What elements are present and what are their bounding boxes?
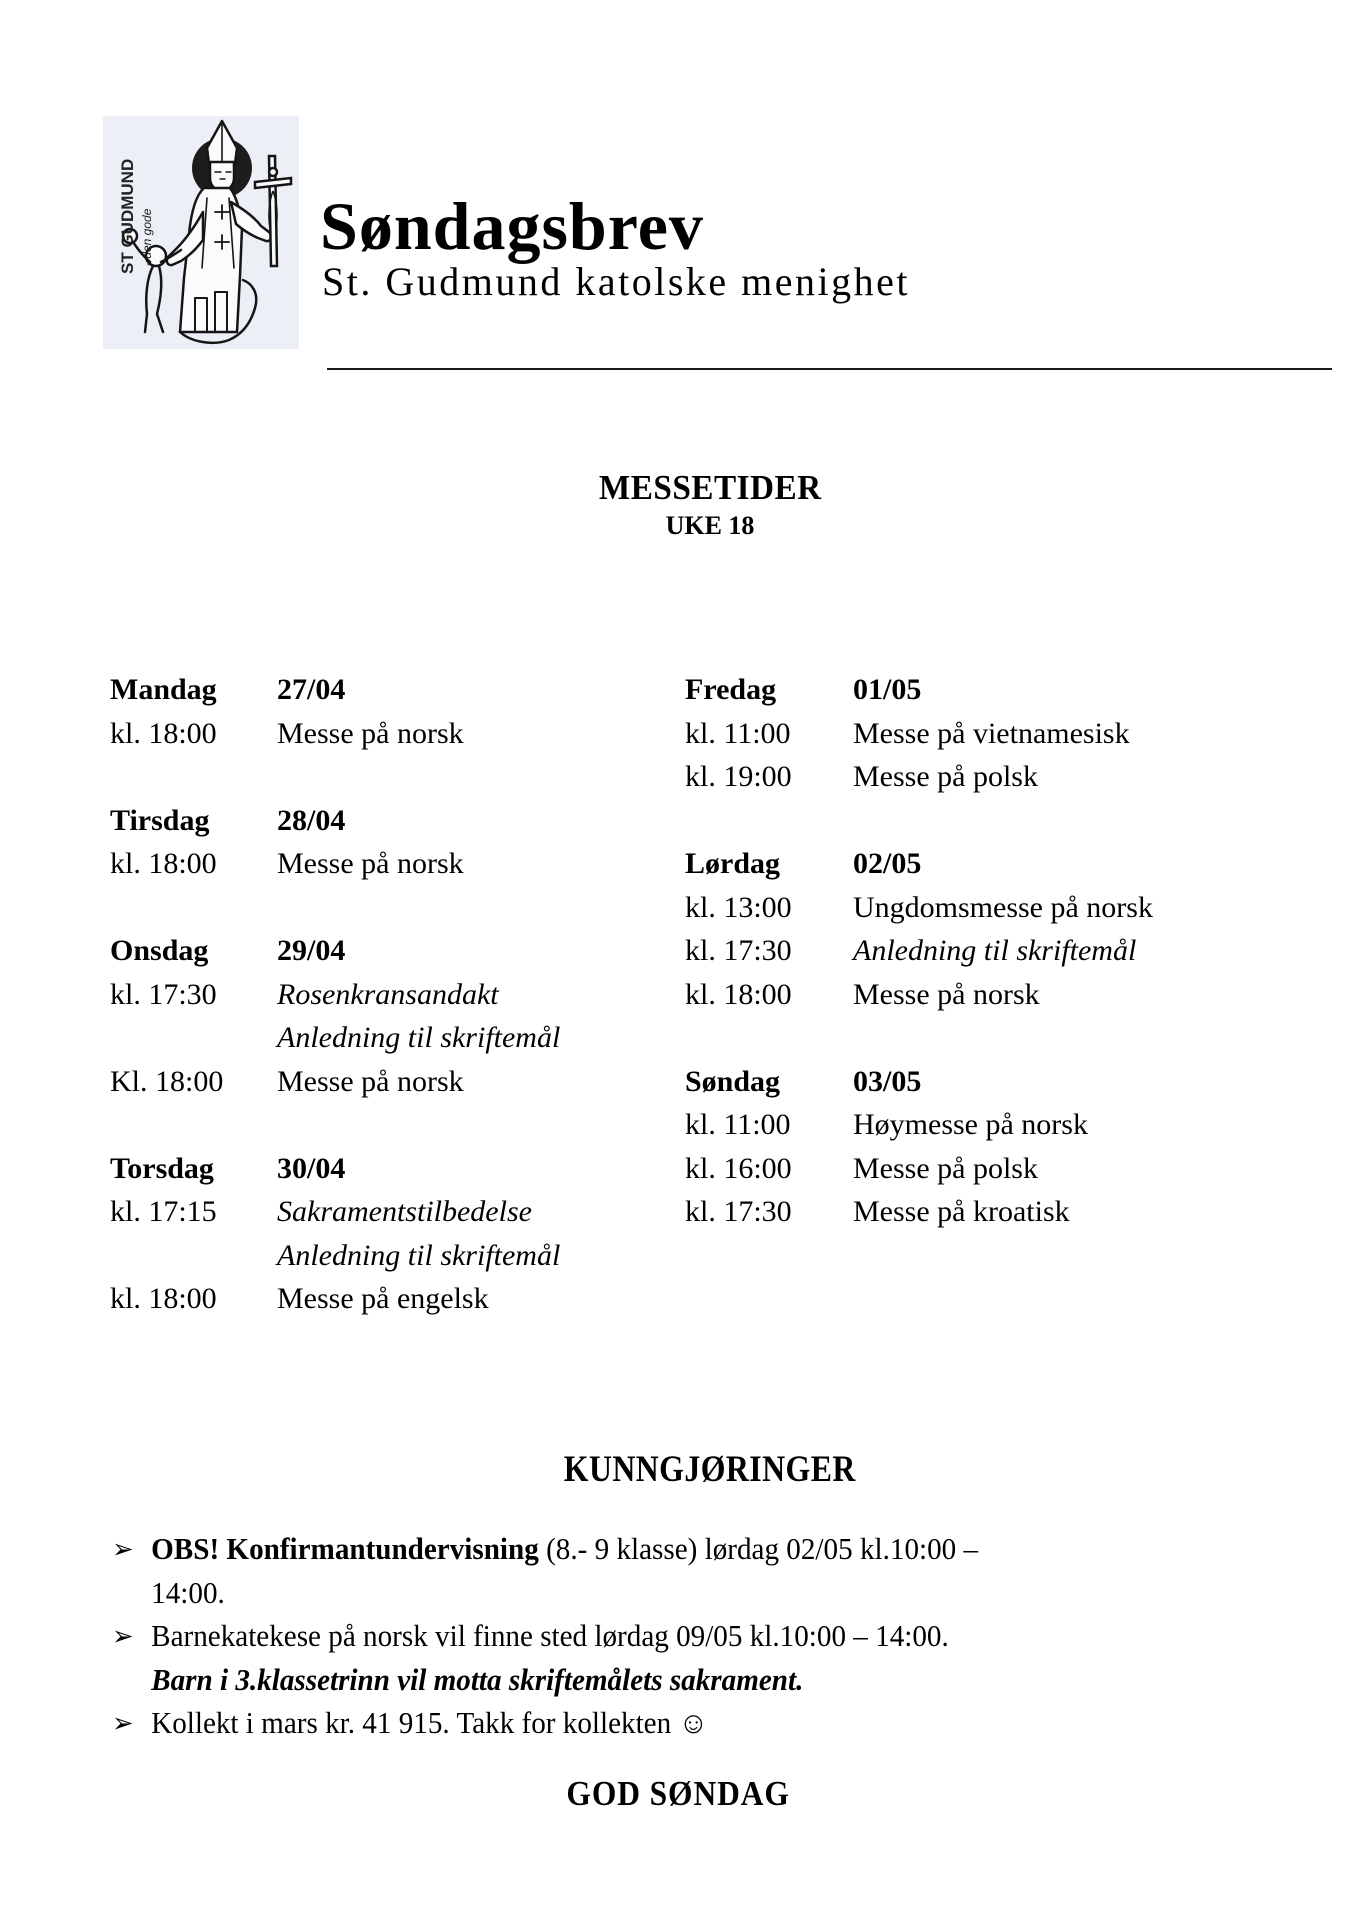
mass-row xyxy=(685,929,1245,973)
mass-description: Messe på norsk xyxy=(277,847,464,880)
mass-description: Messe på norsk xyxy=(277,716,464,750)
mass-time: kl. 16:00 xyxy=(685,1151,792,1185)
mass-time: kl. 11:00 xyxy=(685,1108,791,1141)
announcement-segment: (8.- 9 klasse) lørdag 02/05 kl.10:00 – xyxy=(546,1532,979,1566)
logo-vertical-text: ST GUDMUND xyxy=(118,158,137,274)
mass-description: Anledning til skriftemål xyxy=(277,1238,561,1272)
announcement-text xyxy=(151,1615,949,1702)
schedule-column-left xyxy=(110,668,590,1364)
announcement-segment: Barn i 3.klassetrinn vil motta skriftemålets sakrament. xyxy=(151,1662,804,1697)
mass-row xyxy=(685,1103,1245,1147)
masstimes-heading: MESSETIDER xyxy=(598,468,822,507)
mass-row xyxy=(110,1277,590,1321)
announcement-text xyxy=(151,1702,708,1746)
masstimes-heading-block xyxy=(150,468,1270,541)
mass-time: Kl. 18:00 xyxy=(110,1064,224,1098)
mass-row xyxy=(110,1060,590,1104)
mass-time xyxy=(110,1016,277,1060)
mass-row xyxy=(110,842,590,886)
mass-description: Messe på vietnamesisk xyxy=(853,716,1130,750)
day-block xyxy=(110,929,590,1103)
announcement-text xyxy=(151,1528,978,1615)
mass-time xyxy=(110,1234,277,1278)
mass-row xyxy=(685,973,1245,1017)
day-date: 30/04 xyxy=(277,1151,346,1185)
announcement-item xyxy=(112,1702,1287,1746)
day-date: 03/05 xyxy=(853,1064,922,1098)
page-subtitle: St. Gudmund katolske menighet xyxy=(322,259,911,304)
mass-row xyxy=(110,973,590,1017)
mass-time: kl. 17:30 xyxy=(685,934,792,967)
page-title: Søndagsbrev xyxy=(320,188,704,264)
day-header-row xyxy=(110,668,590,712)
mass-description: Messe på kroatisk xyxy=(853,1195,1070,1228)
mass-description: Rosenkransandakt xyxy=(277,977,499,1011)
mass-time: kl. 18:00 xyxy=(110,1282,217,1315)
mass-row xyxy=(110,1190,590,1234)
mass-row xyxy=(685,1147,1245,1191)
day-block xyxy=(110,799,590,886)
announcement-segment: Barnekatekese på norsk vil finne sted lørdag 09/05 kl.10:00 – 14:00. xyxy=(151,1619,949,1653)
day-header-row xyxy=(685,842,1245,886)
mass-row xyxy=(110,1234,590,1278)
mass-time: kl. 18:00 xyxy=(110,847,217,880)
mass-description: Messe på polsk xyxy=(853,1151,1038,1185)
mass-description: Ungdomsmesse på norsk xyxy=(853,890,1153,924)
day-block xyxy=(685,842,1245,1016)
mass-description: Anledning til skriftemål xyxy=(277,1021,561,1054)
masstimes-week: UKE 18 xyxy=(665,511,755,540)
logo-vertical-subtext: - den gode xyxy=(140,208,154,266)
mass-time: kl. 18:00 xyxy=(685,977,792,1011)
announcement-item xyxy=(112,1528,1287,1615)
day-header-row xyxy=(685,668,1245,712)
schedule-column-right xyxy=(685,668,1245,1277)
mass-row xyxy=(685,886,1245,930)
day-date: 27/04 xyxy=(277,673,346,706)
mass-description: Anledning til skriftemål xyxy=(853,934,1137,967)
announcements-heading: KUNNGJØRINGER xyxy=(564,1449,856,1490)
day-name: Onsdag xyxy=(110,934,209,967)
footer-greeting-block xyxy=(88,1774,1268,1814)
day-name: Søndag xyxy=(685,1064,781,1098)
mass-description: Sakramentstilbedelse xyxy=(277,1195,532,1228)
mass-row xyxy=(685,755,1245,799)
announcements-list xyxy=(112,1528,1287,1746)
announcement-segment: 14:00. xyxy=(151,1575,225,1610)
day-block xyxy=(685,1060,1245,1234)
st-gudmund-logo xyxy=(103,116,299,349)
announcements-heading-block xyxy=(150,1448,1270,1491)
footer-greeting: GOD SØNDAG xyxy=(566,1774,790,1813)
day-header-row xyxy=(110,1147,590,1191)
day-block xyxy=(110,668,590,755)
mass-time: kl. 17:15 xyxy=(110,1195,217,1228)
day-name: Mandag xyxy=(110,673,217,706)
arrow-bullet-icon: ➢ xyxy=(112,1534,134,1564)
day-name: Fredag xyxy=(685,673,777,706)
announcement-segment: OBS! Konfirmantundervisning xyxy=(151,1532,547,1566)
day-date: 28/04 xyxy=(277,803,346,837)
day-block xyxy=(110,1147,590,1321)
mass-time: kl. 17:30 xyxy=(110,977,217,1011)
header-divider xyxy=(327,368,1332,370)
day-header-row xyxy=(110,799,590,843)
mass-description: Messe på polsk xyxy=(853,760,1038,793)
day-name: Torsdag xyxy=(110,1151,214,1185)
mass-time: kl. 13:00 xyxy=(685,890,792,924)
day-header-row xyxy=(110,929,590,973)
day-date: 02/05 xyxy=(853,847,922,880)
mass-time: kl. 18:00 xyxy=(110,716,217,750)
mass-time: kl. 19:00 xyxy=(685,760,792,793)
day-date: 29/04 xyxy=(277,934,346,967)
mass-row xyxy=(685,712,1245,756)
day-name: Tirsdag xyxy=(110,803,210,837)
announcement-segment: Kollekt i mars kr. 41 915. Takk for kollekten ☺ xyxy=(151,1706,709,1740)
day-date: 01/05 xyxy=(853,673,922,706)
mass-row xyxy=(110,1016,590,1060)
day-block xyxy=(685,668,1245,799)
mass-row xyxy=(110,712,590,756)
mass-description: Messe på norsk xyxy=(853,977,1040,1011)
mass-description: Messe på norsk xyxy=(277,1064,464,1098)
mass-row xyxy=(685,1190,1245,1234)
mass-description: Messe på engelsk xyxy=(277,1282,489,1315)
mass-time: kl. 17:30 xyxy=(685,1195,792,1228)
announcement-item xyxy=(112,1615,1287,1702)
mass-time: kl. 11:00 xyxy=(685,716,791,750)
day-name: Lørdag xyxy=(685,847,781,880)
mass-description: Høymesse på norsk xyxy=(853,1108,1088,1141)
day-header-row xyxy=(685,1060,1245,1104)
arrow-bullet-icon: ➢ xyxy=(112,1621,134,1651)
arrow-bullet-icon: ➢ xyxy=(112,1708,134,1738)
